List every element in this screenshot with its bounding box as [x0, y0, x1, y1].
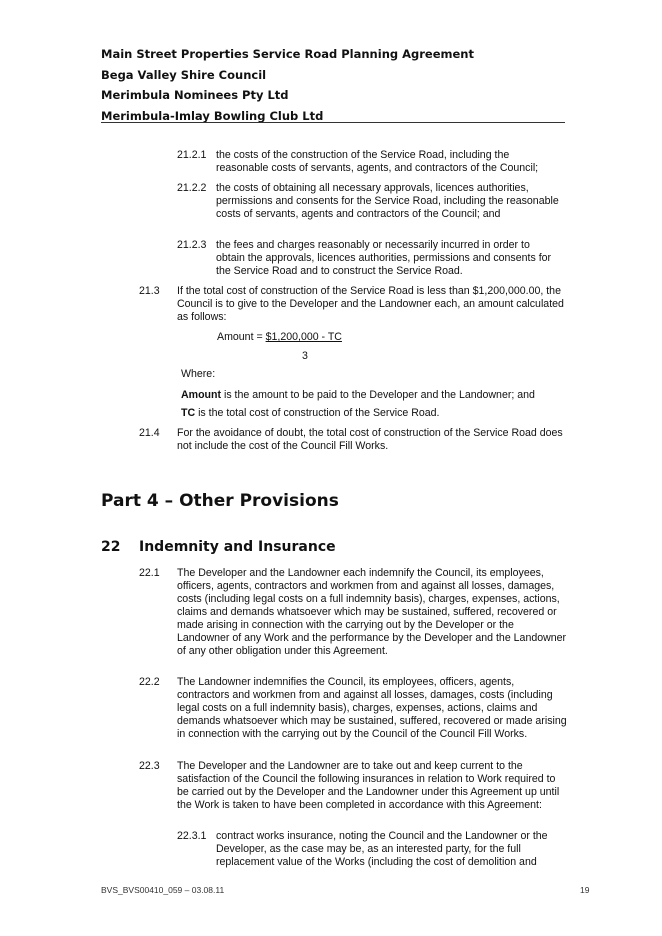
clause-number: 21.3 — [139, 285, 160, 297]
page-header — [101, 44, 565, 126]
defined-term-amount: Amount — [181, 389, 222, 401]
clause-text: If the total cost of construction of the Service Road is less than $1,200,000.00, the Council is to give to the Developer and the Landowner each, an amount calculated as follows: — [177, 285, 564, 323]
formula-lhs: Amount = — [217, 331, 266, 343]
definition-tc — [181, 407, 440, 420]
formula-amount — [217, 331, 342, 344]
clause-number: 22.3.1 — [177, 830, 207, 842]
clause-number: 21.2.1 — [177, 149, 207, 161]
clause-text: the costs of the construction of the Service Road, including the reasonable costs of servants, agents, and contractors of the Council; — [216, 149, 539, 174]
header-divider — [101, 122, 565, 123]
formula-numerator: $1,200,000 - TC — [265, 331, 342, 343]
clause-number: 22.2 — [139, 676, 160, 688]
footer-document-reference: BVS_BVS00410_059 – 03.08.11 — [101, 885, 225, 895]
clause-text: the fees and charges reasonably or necessarily incurred in order to obtain the approvals, licences authorities, permissions and consents for the Service Road and to construct the Service Road. — [216, 239, 552, 277]
definition-amount — [181, 389, 535, 402]
part-heading: Part 4 – Other Provisions — [101, 491, 339, 511]
page-number: 19 — [580, 885, 590, 895]
clause-number: 21.2.2 — [177, 182, 207, 194]
formula-denominator: 3 — [302, 350, 308, 362]
definition-tc-text: is the total cost of construction of the Service Road. — [195, 407, 440, 419]
header-party-nominees: Merimbula Nominees Pty Ltd — [101, 88, 289, 102]
clause-text: contract works insurance, noting the Council and the Landowner or the Developer, as the case may be, as an interested party, for the full replacement value of the Works (including the cost of demolition and — [216, 830, 548, 868]
clause-number: 22.1 — [139, 567, 160, 579]
clause-text: the costs of obtaining all necessary approvals, licences authorities, permissions and consents for the Service Road, including the reasonable costs of servants, agents and contractors of the Council; and — [216, 182, 559, 220]
formula-where: Where: — [181, 368, 216, 380]
header-party-bowling-club: Merimbula-Imlay Bowling Club Ltd — [101, 108, 324, 123]
header-party-council: Bega Valley Shire Council — [101, 67, 267, 82]
clause-text: The Developer and the Landowner are to take out and keep current to the satisfaction of the Council the following insurances in relation to Work required to be carried out by the Developer and the Landowner under this Agreement up until the Work is taken to have been completed in accordance with this Agreement: — [177, 760, 560, 811]
clause-text: For the avoidance of doubt, the total cost of construction of the Service Road does not include the cost of the Council Fill Works. — [177, 427, 563, 452]
clause-number: 21.4 — [139, 427, 160, 439]
defined-term-tc: TC — [181, 407, 196, 419]
definition-amount-text: is the amount to be paid to the Developer and the Landowner; and — [221, 389, 535, 401]
clause-text: The Landowner indemnifies the Council, its employees, officers, agents, contractors and workmen from and against all losses, damages, costs (including legal costs on a full indemnity basis), charges, expenses, actions, claims and demands whatsoever which may be sustained, suffered, recovered or made arising in connection with the carrying out by the Council of the Council Fill Works. — [177, 676, 567, 740]
clause-text: The Developer and the Landowner each indemnify the Council, its employees, officers, agents, contractors and workmen from and against all losses, damages, costs (including legal costs on a full indemnity basis), charges, expenses, actions, claims and demands whatsoever which may be sustained, suffered, recovered or made arising in connection with the carrying out by the Developer or the Landowner of any Work and the performance by the Developer and the Landowner of any other obligation under this Agreement. — [177, 567, 567, 657]
clause-number: 22.3 — [139, 760, 160, 772]
header-agreement-title: Main Street Properties Service Road Planning Agreement — [101, 47, 474, 61]
section-title: Indemnity and Insurance — [139, 539, 336, 555]
clause-number: 21.2.3 — [177, 239, 207, 251]
section-number: 22 — [101, 539, 121, 555]
